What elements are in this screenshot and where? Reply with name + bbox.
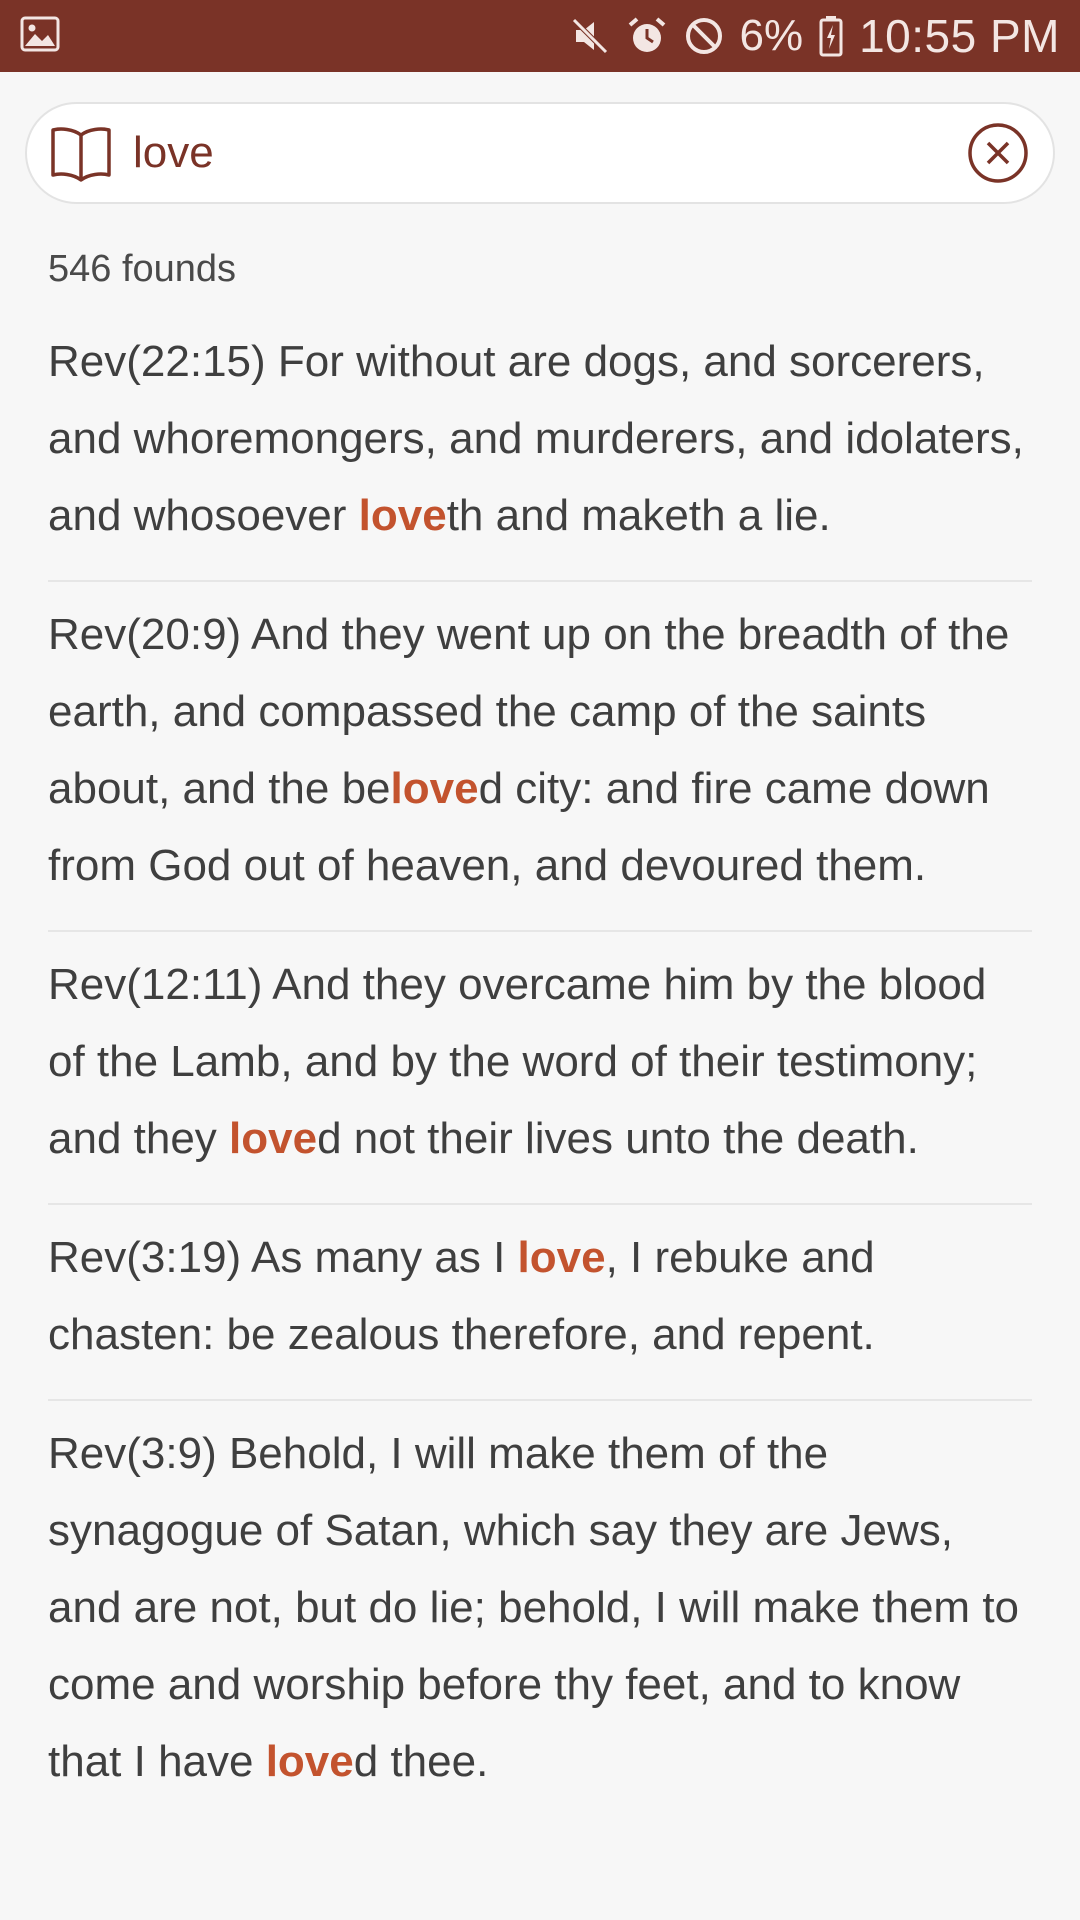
verse-text: th and maketh a lie. [446, 491, 831, 540]
highlighted-match: love [229, 1114, 318, 1163]
highlighted-match: love [390, 764, 479, 813]
status-left [20, 16, 60, 56]
result-item[interactable] [48, 1401, 1032, 1826]
verse-text: Rev(20:9) And they went up on the breadth of the earth, and compassed the camp of the saints about, and the be [48, 610, 1010, 813]
verse-text: Rev(22:15) For without are dogs, and sorcerers, and whoremongers, and murderers, and idolaters, and whosoever [48, 337, 1024, 540]
clear-search-button[interactable] [967, 122, 1029, 184]
result-item[interactable] [48, 1205, 1032, 1401]
verse-text: Rev(3:19) As many as I [48, 1233, 518, 1282]
result-item[interactable] [48, 582, 1032, 932]
search-input[interactable]: love [133, 128, 214, 177]
status-right [570, 9, 1061, 63]
verse-text: d not their lives unto the death. [317, 1114, 919, 1163]
result-item[interactable] [48, 309, 1032, 582]
alarm-icon [626, 15, 668, 57]
mute-icon [570, 16, 610, 56]
highlighted-match: love [517, 1233, 606, 1282]
do-not-disturb-icon [684, 16, 724, 56]
verse-text: Rev(3:9) Behold, I will make them of the synagogue of Satan, which say they are Jews, and are not, but do lie; behold, I will make them to come and worship before thy feet, and to know that I have [48, 1429, 1020, 1786]
verse-text: d thee. [353, 1737, 489, 1786]
book-icon[interactable] [49, 123, 113, 183]
status-bar [0, 0, 1080, 72]
results-list [48, 309, 1032, 1826]
clock: 10:55 PM [859, 10, 1060, 62]
battery-charging-icon [819, 15, 843, 57]
highlighted-match: love [265, 1737, 354, 1786]
search-container [0, 72, 1080, 204]
search-bar[interactable] [25, 102, 1055, 204]
results-count: 546 founds [48, 248, 237, 290]
verse-text: d city: and fire came down from God out of heaven, and devoured them. [48, 764, 990, 890]
verse-text: , I rebuke and chasten: be zealous therefore, and repent. [48, 1233, 875, 1359]
verse-text: Rev(12:11) And they overcame him by the blood of the Lamb, and by the word of their testimony; and they [48, 960, 987, 1163]
battery-percent: 6% [739, 11, 804, 60]
close-circle-icon[interactable] [967, 122, 1029, 184]
gallery-icon [20, 16, 60, 56]
result-item[interactable] [48, 932, 1032, 1205]
highlighted-match: love [358, 491, 447, 540]
